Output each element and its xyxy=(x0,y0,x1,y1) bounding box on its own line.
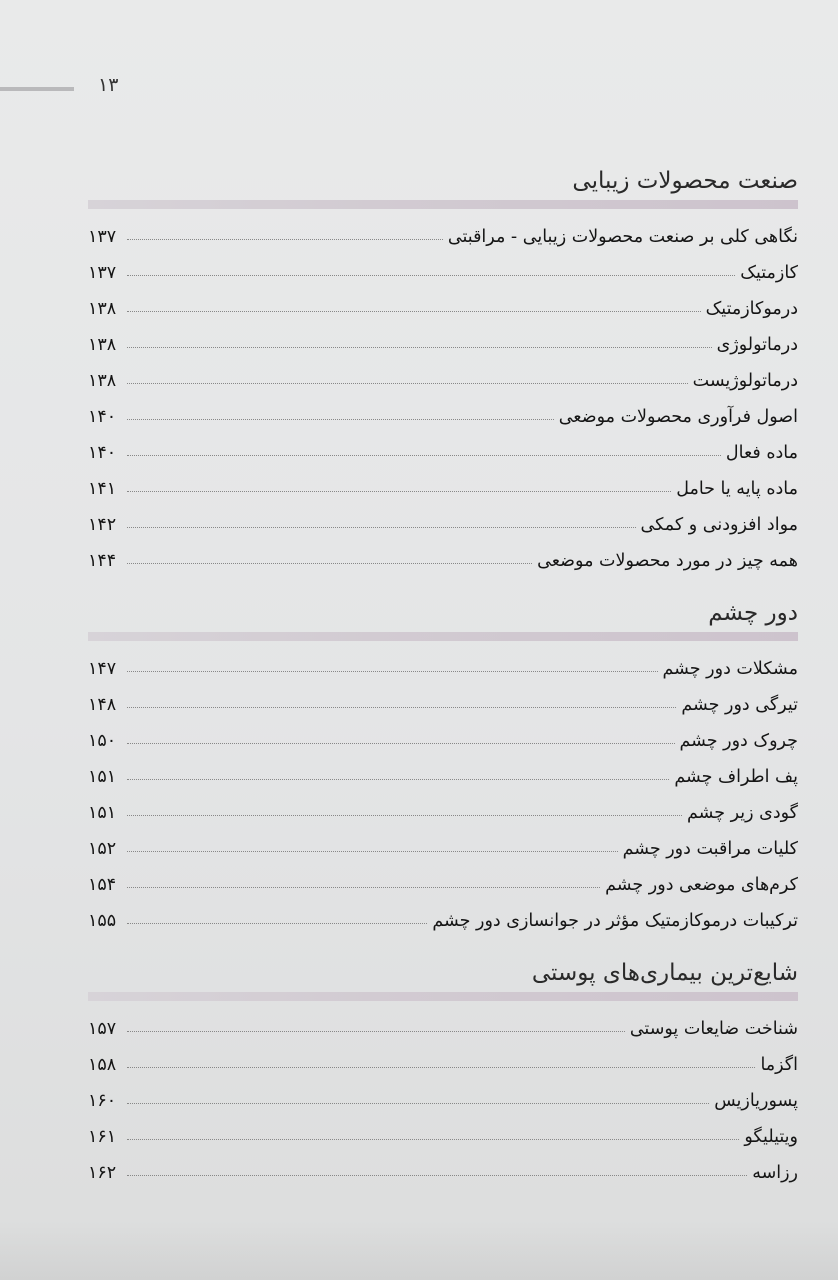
toc-entry-title: درماتولوژیست xyxy=(692,371,798,391)
toc-entry-page: ۱۳۷ xyxy=(88,263,117,283)
section-title: شایع‌ترین بیماری‌های پوستی xyxy=(531,960,798,986)
dot-leader xyxy=(127,923,427,924)
toc-entry[interactable] xyxy=(88,1043,798,1079)
dot-leader xyxy=(127,419,554,420)
toc-entry-title: کلیات مراقبت دور چشم xyxy=(622,839,798,859)
dot-leader xyxy=(127,743,675,744)
toc-entry-title: درماتولوژی xyxy=(716,335,798,355)
toc-entry-title: کرم‌های موضعی دور چشم xyxy=(605,875,798,895)
dot-leader xyxy=(127,815,682,816)
toc-entry[interactable] xyxy=(88,863,798,899)
toc-entry[interactable] xyxy=(88,719,798,755)
dot-leader xyxy=(127,275,735,276)
dot-leader xyxy=(127,1031,625,1032)
toc-section-beauty-products xyxy=(88,164,798,575)
toc-entry-title: گودی زیر چشم xyxy=(686,803,798,823)
toc-entry-page: ۱۳۸ xyxy=(88,371,117,391)
toc-entry-page: ۱۳۸ xyxy=(88,299,117,319)
toc-entry-page: ۱۵۷ xyxy=(88,1019,117,1039)
toc-entry[interactable] xyxy=(88,251,798,287)
page-number: ۱۳ xyxy=(98,74,119,96)
toc-entry[interactable] xyxy=(88,1007,798,1043)
section-rule xyxy=(88,992,798,1001)
toc-entry-title: تیرگی دور چشم xyxy=(681,695,798,715)
toc-entry[interactable] xyxy=(88,359,798,395)
dot-leader xyxy=(127,491,671,492)
dot-leader xyxy=(127,779,669,780)
toc-entry-page: ۱۳۷ xyxy=(88,227,117,247)
toc-entry-title: مواد افزودنی و کمکی xyxy=(640,515,798,535)
toc-entry[interactable] xyxy=(88,899,798,935)
toc-entry[interactable] xyxy=(88,395,798,431)
dot-leader xyxy=(127,851,618,852)
toc-entry-page: ۱۵۰ xyxy=(88,731,117,751)
toc-section-skin-diseases xyxy=(88,956,798,1187)
toc-entry-page: ۱۵۲ xyxy=(88,839,117,859)
toc-entry-title: ماده فعال xyxy=(725,443,798,463)
toc-entry[interactable] xyxy=(88,431,798,467)
toc-entry-page: ۱۵۱ xyxy=(88,803,117,823)
toc-entry-title: پسوریازیس xyxy=(714,1091,798,1111)
toc-entry-title: درموکازمتیک xyxy=(705,299,798,319)
toc-entry-title: رزاسه xyxy=(752,1163,798,1183)
toc-entry-page: ۱۴۴ xyxy=(88,551,117,571)
toc-entry-page: ۱۵۸ xyxy=(88,1055,117,1075)
toc-entry[interactable] xyxy=(88,683,798,719)
dot-leader xyxy=(127,887,600,888)
toc-entry[interactable] xyxy=(88,1079,798,1115)
page-shadow xyxy=(0,1220,838,1280)
toc-entry-page: ۱۴۱ xyxy=(88,479,117,499)
toc-entry[interactable] xyxy=(88,539,798,575)
toc-entry-page: ۱۴۸ xyxy=(88,695,117,715)
toc-entry-title: نگاهی کلی بر صنعت محصولات زیبایی - مراقبتی xyxy=(447,227,798,247)
toc-entry[interactable] xyxy=(88,215,798,251)
toc-entry-title: کازمتیک xyxy=(740,263,798,283)
toc-entry-title: چروک دور چشم xyxy=(679,731,798,751)
toc-entry[interactable] xyxy=(88,1151,798,1187)
toc-entry-title: ماده پایه یا حامل xyxy=(676,479,798,499)
dot-leader xyxy=(127,311,701,312)
toc-entry-title: شناخت ضایعات پوستی xyxy=(629,1019,798,1039)
toc-entry-title: پف اطراف چشم xyxy=(674,767,798,787)
toc-entry[interactable] xyxy=(88,827,798,863)
dot-leader xyxy=(127,563,532,564)
dot-leader xyxy=(127,1103,709,1104)
toc-entry-page: ۱۶۱ xyxy=(88,1127,117,1147)
dot-leader xyxy=(127,383,688,384)
toc-entry-page: ۱۵۵ xyxy=(88,911,117,931)
dot-leader xyxy=(127,347,712,348)
dot-leader xyxy=(127,527,636,528)
toc-entry-title: ویتیلیگو xyxy=(744,1127,798,1147)
section-title: صنعت محصولات زیبایی xyxy=(572,168,798,194)
dot-leader xyxy=(127,455,721,456)
toc-entry[interactable] xyxy=(88,755,798,791)
toc-entry-page: ۱۵۴ xyxy=(88,875,117,895)
toc-entry-title: اگزما xyxy=(760,1055,798,1075)
toc-entry[interactable] xyxy=(88,287,798,323)
section-rule xyxy=(88,632,798,641)
toc-entry-page: ۱۶۰ xyxy=(88,1091,117,1111)
dot-leader xyxy=(127,671,658,672)
toc-entry[interactable] xyxy=(88,467,798,503)
dot-leader xyxy=(127,239,443,240)
toc-entry-title: مشکلات دور چشم xyxy=(662,659,798,679)
dot-leader xyxy=(127,1139,739,1140)
toc-entry[interactable] xyxy=(88,647,798,683)
toc-entry[interactable] xyxy=(88,503,798,539)
toc-entry-page: ۱۳۸ xyxy=(88,335,117,355)
toc-entry-title: همه چیز در مورد محصولات موضعی xyxy=(537,551,798,571)
dot-leader xyxy=(127,707,676,708)
toc-entry-title: ترکیبات درموکازمتیک مؤثر در جوانسازی دور چشم xyxy=(432,911,798,931)
toc-section-eye-area xyxy=(88,596,798,935)
toc-entry-title: اصول فرآوری محصولات موضعی xyxy=(558,407,798,427)
section-title: دور چشم xyxy=(708,600,798,626)
toc-entry[interactable] xyxy=(88,791,798,827)
toc-entry-page: ۱۴۲ xyxy=(88,515,117,535)
header-rule xyxy=(0,87,74,91)
toc-entry-page: ۱۴۰ xyxy=(88,407,117,427)
toc-entry-page: ۱۴۷ xyxy=(88,659,117,679)
dot-leader xyxy=(127,1067,755,1068)
section-rule xyxy=(88,200,798,209)
toc-entry[interactable] xyxy=(88,323,798,359)
dot-leader xyxy=(127,1175,747,1176)
toc-entry-page: ۱۶۲ xyxy=(88,1163,117,1183)
toc-entry[interactable] xyxy=(88,1115,798,1151)
toc-entry-page: ۱۴۰ xyxy=(88,443,117,463)
toc-entry-page: ۱۵۱ xyxy=(88,767,117,787)
